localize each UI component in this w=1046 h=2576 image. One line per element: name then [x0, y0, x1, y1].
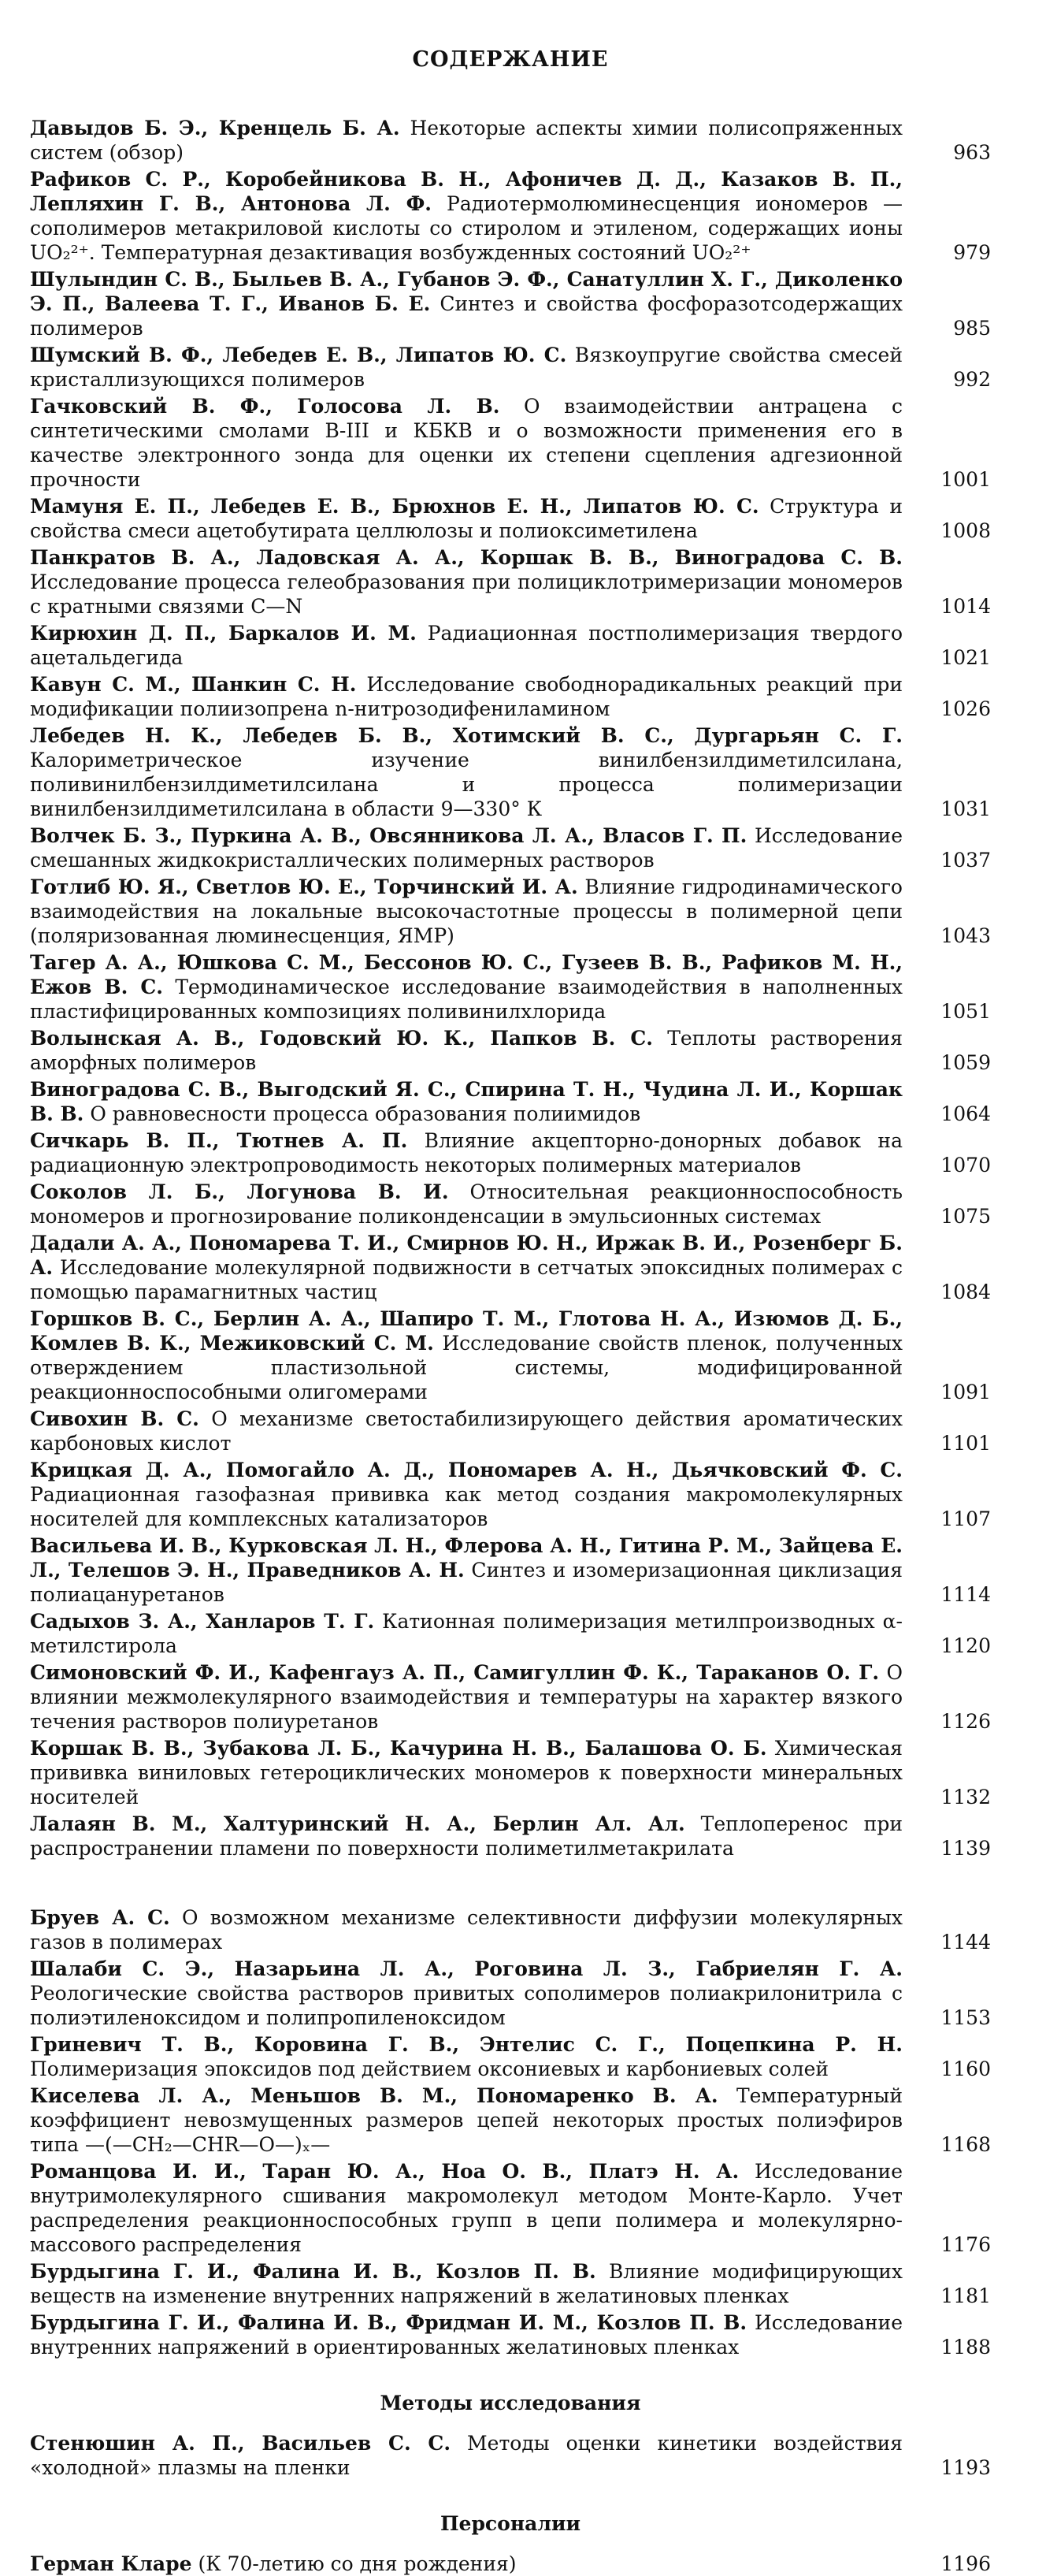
toc-entry: [30, 545, 991, 619]
entry-title: Исследование внутримолекулярного сшивания макромолекул методом Монте-Карло. Учет распределения реакционноспособных групп в цепи полимера и молекулярно-массового распределения: [30, 2160, 903, 2256]
toc-entry: [30, 1407, 991, 1455]
entry-authors: Шумский В. Ф., Лебедев Е. В., Липатов Ю. С.: [30, 344, 567, 366]
toc-entry: [30, 2159, 991, 2257]
entry-text: [30, 723, 903, 821]
toc-entry: [30, 267, 991, 340]
toc-entry: [30, 1077, 991, 1126]
entry-authors: Виноградова С. В., Выгодский Я. С., Спирина Т. Н., Чудина Л. И., Коршак В. В.: [30, 1078, 903, 1125]
personalia-list: [30, 2552, 991, 2576]
entry-page-number: 1031: [940, 797, 991, 820]
entry-title: Влияние акцепторно-донорных добавок на радиационную электропроводимость некоторых полимерных материалов: [30, 1129, 903, 1176]
entry-page-number: 1084: [940, 1281, 991, 1303]
toc-entry: [30, 2259, 991, 2308]
entry-title: О влиянии межмолекулярного взаимодействия и температуры на характер вязкого течения растворов полиуретанов: [30, 1661, 903, 1733]
entry-title: Химическая прививка виниловых гетероциклических мономеров к поверхности минеральных носителей: [30, 1737, 903, 1808]
entry-title: Методы оценки кинетики воздействия «холодной» плазмы на пленки: [30, 2432, 903, 2479]
entry-text: [30, 1128, 903, 1177]
entry-text: [30, 1026, 903, 1075]
entry-page-number: 1168: [940, 2133, 991, 2156]
entry-title: О равновесности процесса образования полиимидов: [90, 1102, 641, 1125]
entry-text: [30, 1957, 903, 2030]
entry-authors: Лебедев Н. К., Лебедев Б. В., Хотимский В. С., Дургарьян С. Г.: [30, 724, 903, 747]
entry-title: Исследование процесса гелеобразования при полициклотримеризации мономеров с кратными связями C—N: [30, 571, 903, 618]
entry-page-number: 1107: [940, 1507, 991, 1530]
toc-entry: [30, 2032, 991, 2081]
entry-text: [30, 1180, 903, 1229]
entry-text: [30, 950, 903, 1024]
entry-text: [30, 494, 903, 543]
entry-authors: Садыхов З. А., Ханларов Т. Г.: [30, 1610, 375, 1633]
entry-title: Некоторые аспекты химии полисопряженных систем (обзор): [30, 117, 903, 164]
toc-entry: [30, 875, 991, 948]
entry-page-number: 1114: [940, 1583, 991, 1606]
entry-page-number: 1051: [940, 1000, 991, 1023]
entry-page-number: 992: [953, 368, 991, 391]
entry-text: [30, 116, 903, 165]
entry-authors: Киселева Л. А., Меньшов В. М., Пономаренко В. А.: [30, 2084, 718, 2107]
entry-title: Влияние модифицирующих веществ на изменение внутренних напряжений в желатиновых пленках: [30, 2260, 903, 2307]
toc-entry: [30, 823, 991, 872]
toc-entry: [30, 1180, 991, 1229]
entry-text: [30, 621, 903, 670]
entry-authors: Мамуня Е. П., Лебедев Е. В., Брюхнов Е. Н., Липатов Ю. С.: [30, 495, 759, 518]
contents-main-list: [30, 116, 991, 1860]
entry-text: [30, 1231, 903, 1304]
toc-entry: [30, 2083, 991, 2157]
entry-page-number: 1144: [940, 1931, 991, 1953]
entry-authors: Сичкарь В. П., Тютнев А. П.: [30, 1129, 408, 1152]
entry-title: О взаимодействии антрацена с синтетическими смолами В-III и КБКВ и о возможности применения его в качестве электронного зонда для оценки их степени сцепления адгезионной прочности: [30, 395, 903, 491]
entry-title: Структура и свойства смеси ацетобутирата целлюлозы и полиоксиметилена: [30, 495, 903, 542]
toc-entry: [30, 1307, 991, 1404]
toc-entry: [30, 1812, 991, 1860]
entry-text: [30, 875, 903, 948]
entry-text: [30, 167, 903, 265]
page-title: СОДЕРЖАНИЕ: [412, 47, 609, 72]
entry-text: [30, 1812, 903, 1860]
entry-authors: Бруев А. С.: [30, 1906, 170, 1929]
entry-title: Исследование внутренних напряжений в ориентированных желатиновых пленках: [30, 2311, 903, 2359]
toc-entry: [30, 1128, 991, 1177]
contents-short-list: [30, 1905, 991, 2359]
section-gap: [30, 1863, 991, 1905]
entry-authors: Стенюшин А. П., Васильев С. С.: [30, 2432, 451, 2455]
entry-text: [30, 2552, 903, 2576]
entry-authors: Симоновский Ф. И., Кафенгауз А. П., Самигуллин Ф. К., Тараканов О. Г.: [30, 1661, 880, 1684]
entry-text: [30, 1458, 903, 1531]
toc-entry: [30, 494, 991, 543]
entry-title: Исследование молекулярной подвижности в сетчатых эпоксидных полимерах с помощью парамагнитных частиц: [30, 1256, 903, 1303]
entry-text: [30, 267, 903, 340]
entry-authors: Романцова И. И., Таран Ю. А., Ноа О. В., Платэ Н. А.: [30, 2160, 740, 2183]
toc-entry: [30, 2310, 991, 2359]
entry-page-number: 1139: [940, 1837, 991, 1860]
entry-page-number: 1120: [940, 1634, 991, 1657]
entry-text: [30, 2310, 903, 2359]
entry-page-number: 979: [953, 241, 991, 264]
entry-page-number: 1181: [940, 2284, 991, 2307]
entry-page-number: 1091: [940, 1381, 991, 1403]
entry-title: Теплоперенос при распространении пламени по поверхности полиметилметакрилата: [30, 1812, 903, 1860]
entry-title: Исследование смешанных жидкокристаллических полимерных растворов: [30, 824, 903, 872]
entry-page-number: 1059: [940, 1051, 991, 1074]
entry-title: Полимеризация эпоксидов под действием оксониевых и карбониевых солей: [30, 2057, 829, 2080]
entry-authors: Готлиб Ю. Я., Светлов Ю. Е., Торчинский И. А.: [30, 875, 578, 898]
entry-authors: Гриневич Т. В., Коровина Г. В., Энтелис С. Г., Поцепкина Р. Н.: [30, 2033, 903, 2056]
entry-authors: Рафиков С. Р., Коробейникова В. Н., Афоничев Д. Д., Казаков В. П., Лепляхин Г. В., Антонова Л. Ф.: [30, 168, 903, 215]
toc-entry: [30, 1736, 991, 1809]
entry-authors: Тагер А. А., Юшкова С. М., Бессонов Ю. С., Гузеев В. В., Рафиков М. Н., Ежов В. С.: [30, 951, 903, 998]
toc-entry: [30, 116, 991, 165]
entry-title: Относительная реакционноспособность мономеров и прогнозирование поликонденсации в эмульсионных системах: [30, 1180, 903, 1228]
toc-entry: [30, 1660, 991, 1734]
entry-page-number: 1132: [940, 1786, 991, 1808]
toc-entry: [30, 394, 991, 492]
entry-page-number: 1064: [940, 1102, 991, 1125]
methods-heading: Методы исследования: [380, 2392, 641, 2414]
toc-entry: [30, 1458, 991, 1531]
entry-title: Температурный коэффициент невозмущенных размеров цепей некоторых простых полиэфиров типа —(—CH₂—CHR—O—)ₓ—: [30, 2084, 903, 2156]
entry-page-number: 985: [953, 317, 991, 340]
entry-page-number: 1014: [940, 595, 991, 618]
entry-text: [30, 1077, 903, 1126]
entry-page-number: 1043: [940, 924, 991, 947]
entry-authors: Герман Кларе: [30, 2552, 192, 2575]
entry-authors: Гачковский В. Ф., Голосова Л. В.: [30, 395, 500, 418]
entry-title: Радиотермолюминесценция иономеров — сополимеров метакриловой кислоты со стиролом и этиленом, содержащих ионы UO₂²⁺. Температурная дезактивация возбужденных состояний UO₂²⁺: [30, 192, 903, 264]
entry-authors: Лалаян В. М., Халтуринский Н. А., Берлин Ал. Ал.: [30, 1812, 685, 1835]
entry-title: Катионная полимеризация метилпроизводных α-метилстирола: [30, 1610, 903, 1657]
entry-authors: Соколов Л. Б., Логунова В. И.: [30, 1180, 449, 1203]
entry-title: Исследование свойств пленок, полученных отверждением пластизольной системы, модифицированной реакционноспособными олигомерами: [30, 1332, 903, 1403]
entry-authors: Бурдыгина Г. И., Фалина И. В., Козлов П. В.: [30, 2260, 596, 2283]
entry-title: Радиационная постполимеризация твердого ацетальдегида: [30, 622, 903, 669]
entry-title: О возможном механизме селективности диффузии молекулярных газов в полимерах: [30, 1906, 903, 1953]
entry-text: [30, 1660, 903, 1734]
entry-page-number: 1153: [940, 2006, 991, 2029]
entry-page-number: 1075: [940, 1205, 991, 1228]
entry-authors: Крицкая Д. А., Помогайло А. Д., Пономарев А. Н., Дьячковский Ф. С.: [30, 1459, 903, 1481]
entry-authors: Сивохин В. С.: [30, 1407, 199, 1430]
entry-text: [30, 1407, 903, 1455]
toc-entry: [30, 1957, 991, 2030]
entry-authors: Горшков В. С., Берлин А. А., Шапиро Т. М., Глотова Н. А., Изюмов Д. Б., Комлев В. К., Межиковский С. М.: [30, 1307, 903, 1355]
entry-title: Синтез и изомеризационная циклизация полиацануретанов: [30, 1559, 903, 1606]
toc-entry: [30, 343, 991, 392]
entry-page-number: 1037: [940, 849, 991, 872]
entry-authors: Шалаби С. Э., Назарьина Л. А., Роговина Л. З., Габриелян Г. А.: [30, 1957, 903, 1980]
entry-text: [30, 1736, 903, 1809]
entry-text: [30, 1307, 903, 1404]
entry-page-number: 1126: [940, 1710, 991, 1733]
entry-text: [30, 343, 903, 392]
entry-text: [30, 394, 903, 492]
entry-page-number: 1160: [940, 2057, 991, 2080]
entry-authors: Дадали А. А., Пономарева Т. И., Смирнов Ю. Н., Иржак В. И., Розенберг Б. А.: [30, 1232, 903, 1279]
entry-text: [30, 2431, 903, 2480]
entry-title: Теплоты растворения аморфных полимеров: [30, 1027, 903, 1074]
methods-list: [30, 2431, 991, 2480]
entry-text: [30, 545, 903, 619]
entry-title: Вязкоупругие свойства смесей кристаллизующихся полимеров: [30, 344, 903, 391]
entry-title: Синтез и свойства фосфоразотсодержащих полимеров: [30, 292, 903, 340]
entry-page-number: 1101: [940, 1432, 991, 1455]
entry-text: [30, 2083, 903, 2157]
entry-text: [30, 1533, 903, 1607]
entry-text: [30, 2259, 903, 2308]
entry-page-number: 1196: [940, 2552, 991, 2575]
entry-title: Калориметрическое изучение винилбензилдиметилсилана, поливинилбензилдиметилсилана и процесса полимеризации винилбензилдиметилсилана в области 9—330° К: [30, 749, 903, 820]
entry-authors: Шулындин С. В., Быльев В. А., Губанов Э. Ф., Санатуллин Х. Г., Диколенко Э. П., Валеева Т. Г., Иванов Б. Е.: [30, 268, 903, 315]
personalia-heading: Персоналии: [440, 2512, 581, 2535]
entry-text: [30, 2032, 903, 2081]
entry-text: [30, 1905, 903, 1954]
entry-title: Влияние гидродинамического взаимодействия на локальные высокочастотные процессы в полимерной цепи (поляризованная люминесценция, ЯМР): [30, 875, 903, 947]
entry-authors: Васильева И. В., Курковская Л. Н., Флерова А. Н., Гитина Р. М., Зайцева Е. Л., Телешов Э. Н., Праведников А. Н.: [30, 1534, 903, 1582]
entry-text: [30, 672, 903, 721]
entry-authors: Бурдыгина Г. И., Фалина И. В., Фридман И. М., Козлов П. В.: [30, 2311, 747, 2334]
entry-page-number: 1070: [940, 1154, 991, 1176]
entry-page-number: 1188: [940, 2336, 991, 2359]
entry-page-number: 963: [953, 141, 991, 164]
toc-entry: [30, 723, 991, 821]
entry-text: [30, 823, 903, 872]
entry-title: Реологические свойства растворов привитых сополимеров полиакрилонитрила с полиэтиленоксидом и полипропиленоксидом: [30, 1982, 903, 2029]
toc-entry: [30, 2552, 991, 2576]
entry-title: (К 70-летию со дня рождения): [198, 2552, 517, 2575]
toc-entry: [30, 672, 991, 721]
entry-page-number: 1021: [940, 646, 991, 669]
entry-page-number: 1026: [940, 697, 991, 720]
entry-authors: Кирюхин Д. П., Баркалов И. М.: [30, 622, 417, 645]
entry-text: [30, 2159, 903, 2257]
entry-authors: Кавун С. М., Шанкин С. Н.: [30, 673, 357, 696]
toc-entry: [30, 1533, 991, 1607]
entry-authors: Волчек Б. З., Пуркина А. В., Овсянникова Л. А., Власов Г. П.: [30, 824, 747, 847]
entry-title: Радиационная газофазная прививка как метод создания макромолекулярных носителей для комплексных катализаторов: [30, 1483, 903, 1530]
entry-authors: Волынская А. В., Годовский Ю. К., Папков В. С.: [30, 1027, 653, 1050]
toc-entry: [30, 950, 991, 1024]
entry-text: [30, 1609, 903, 1658]
entry-page-number: 1193: [940, 2456, 991, 2479]
entry-title: Исследование свободнорадикальных реакций при модификации полиизопрена n-нитрозодифениламином: [30, 673, 903, 720]
toc-entry: [30, 1905, 991, 1954]
entry-page-number: 1008: [940, 519, 991, 542]
toc-entry: [30, 2431, 991, 2480]
entry-page-number: 1001: [940, 468, 991, 491]
toc-entry: [30, 621, 991, 670]
entry-authors: Коршак В. В., Зубакова Л. Б., Качурина Н. В., Балашова О. Б.: [30, 1737, 767, 1760]
toc-entry: [30, 1231, 991, 1304]
entry-page-number: 1176: [940, 2233, 991, 2256]
entry-authors: Панкратов В. А., Ладовская А. А., Коршак В. В., Виноградова С. В.: [30, 546, 903, 569]
entry-title: О механизме светостабилизирующего действия ароматических карбоновых кислот: [30, 1407, 903, 1455]
entry-authors: Давыдов Б. Э., Кренцель Б. А.: [30, 117, 400, 139]
toc-entry: [30, 1026, 991, 1075]
entry-title: Термодинамическое исследование взаимодействия в наполненных пластифицированных композициях поливинилхлорида: [30, 976, 903, 1023]
toc-entry: [30, 167, 991, 265]
toc-entry: [30, 1609, 991, 1658]
